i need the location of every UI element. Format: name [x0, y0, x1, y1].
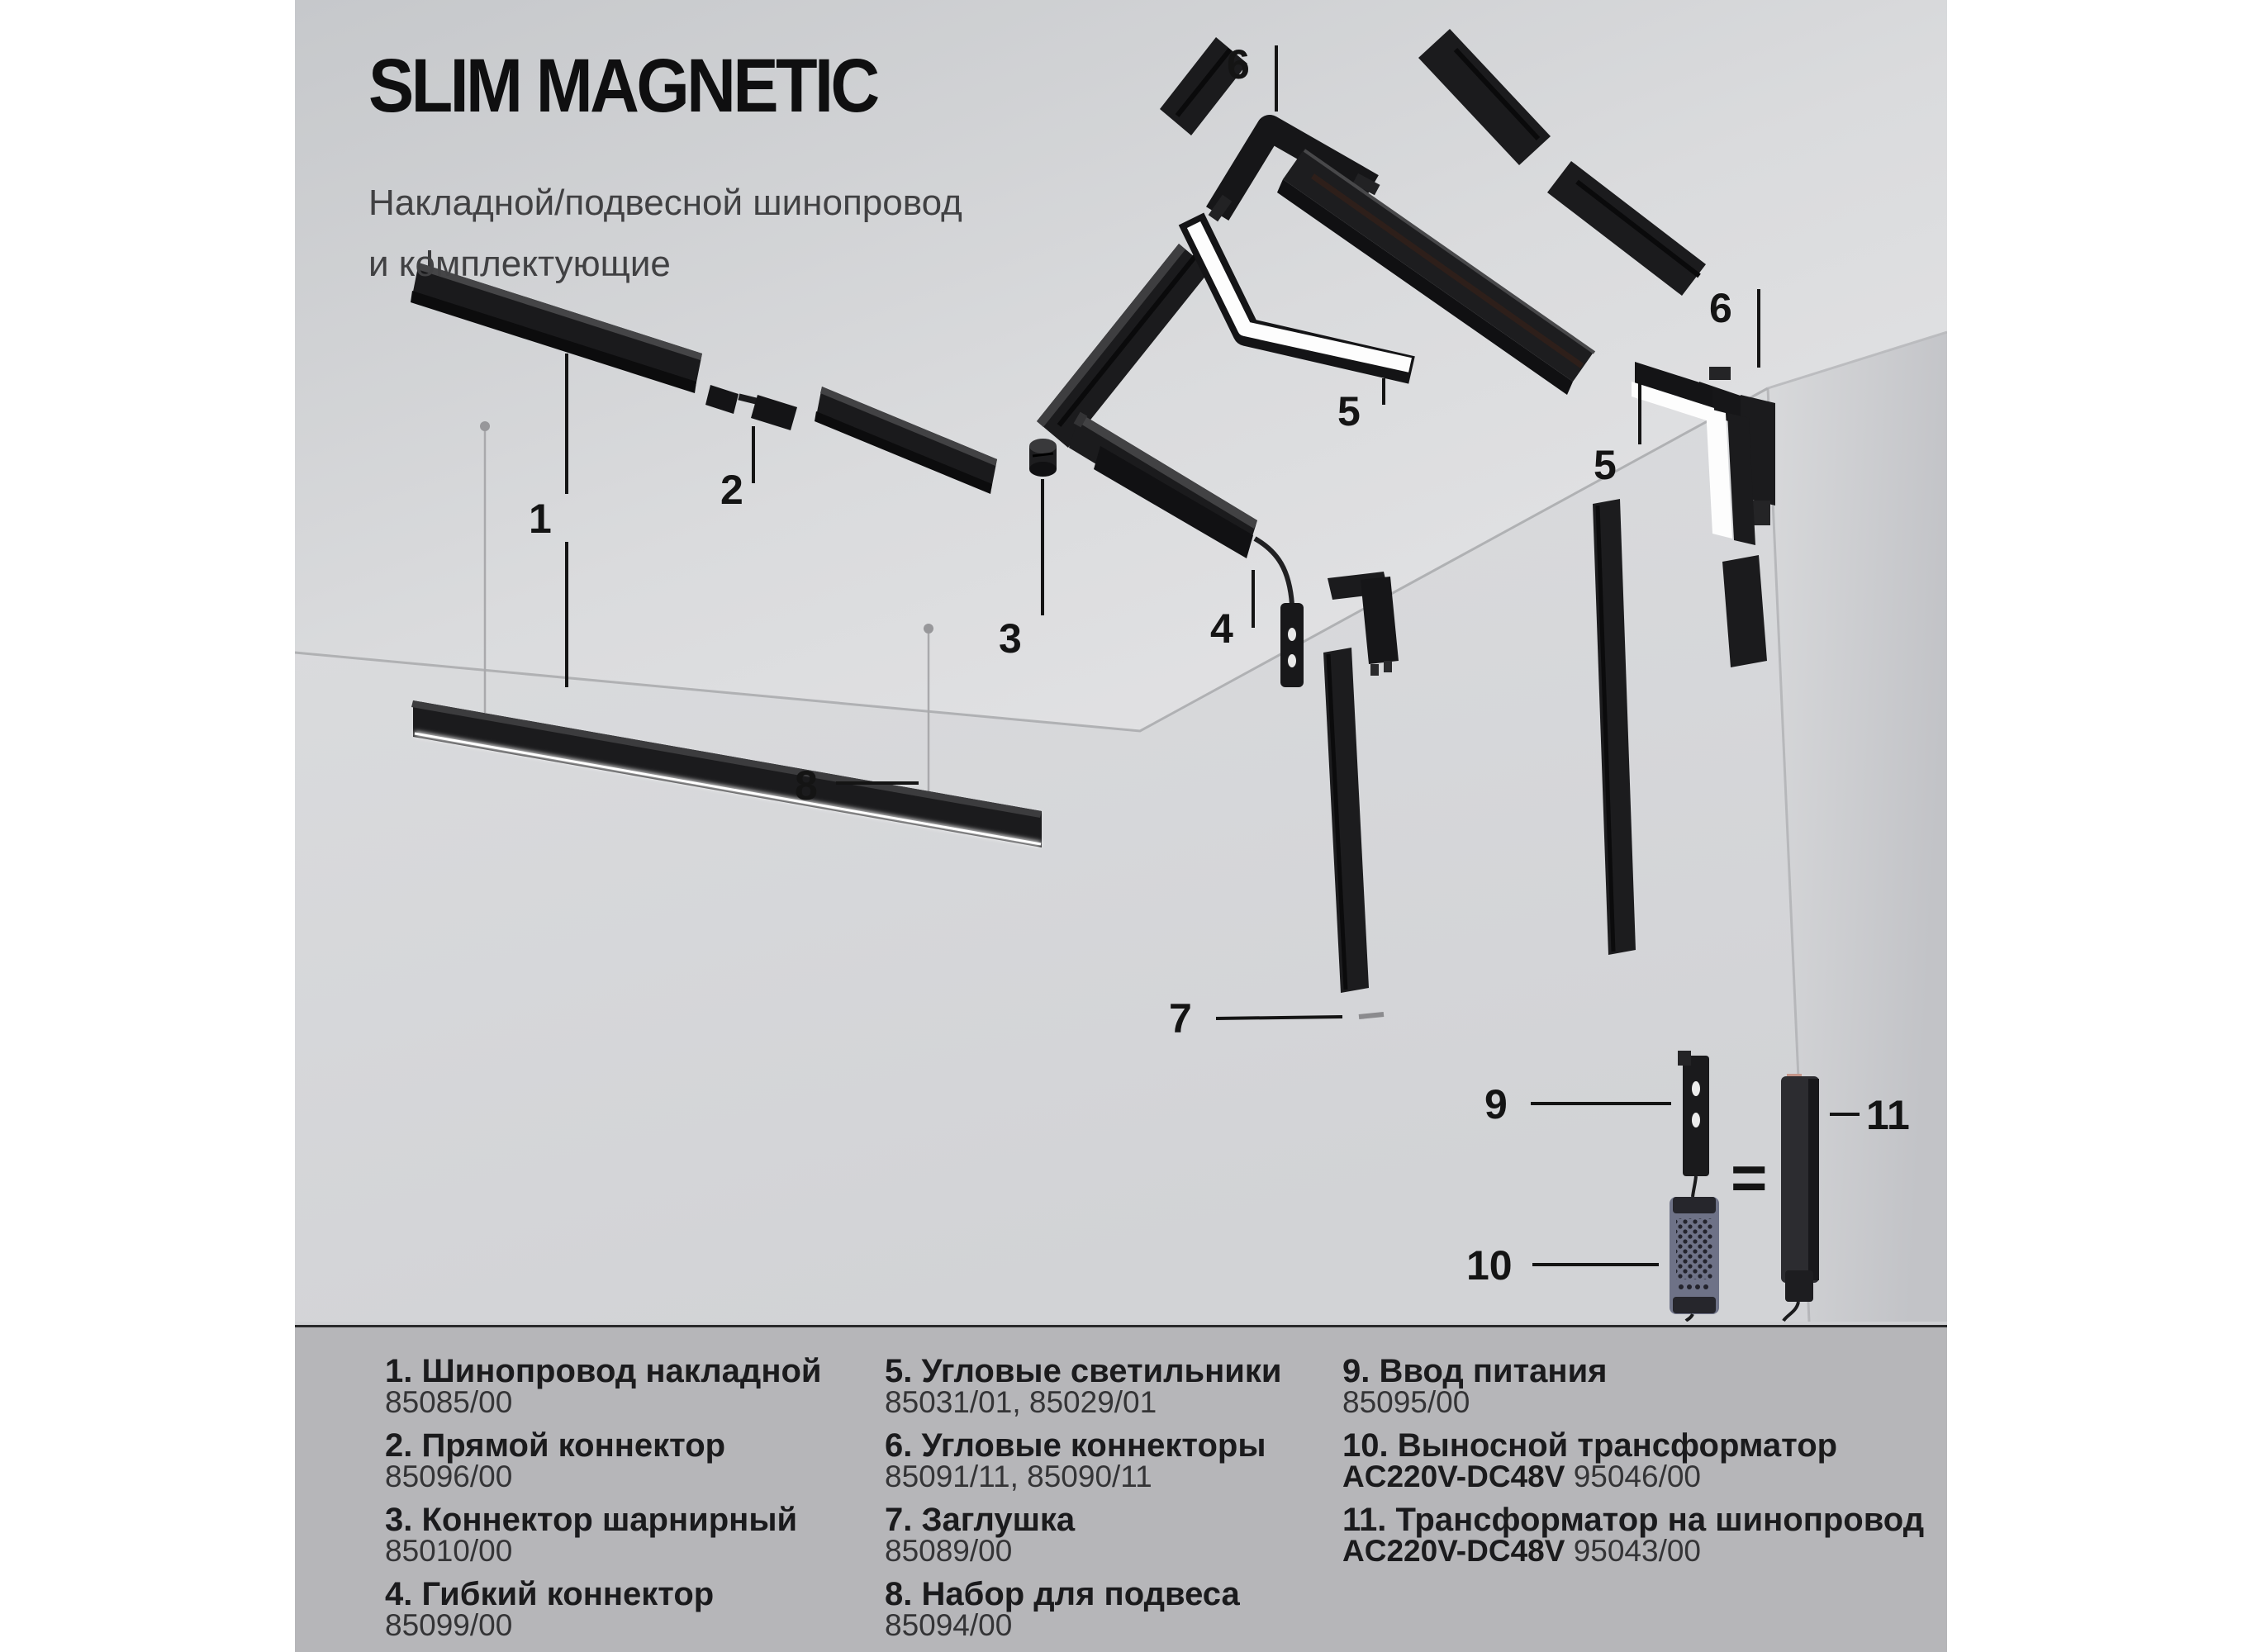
callout-1: 1 [529, 496, 552, 542]
legend-item-title: 11. Трансформатор на шинопровод [1342, 1502, 1925, 1538]
callout-2: 2 [720, 467, 743, 513]
page-subtitle [368, 173, 962, 295]
equals-sign: = [1731, 1143, 1768, 1213]
legend-item-code: 85096/00 [385, 1460, 513, 1493]
callout-6-right: 6 [1709, 285, 1732, 331]
legend-item-code: AC220V-DC48V 95046/00 [1342, 1460, 1702, 1493]
legend-item-code: 85095/00 [1342, 1385, 1470, 1419]
legend-item-code: AC220V-DC48V 95043/00 [1342, 1534, 1702, 1568]
catalog-sheet [295, 0, 1947, 1652]
legend-item-title: 4. Гибкий коннектор [385, 1576, 715, 1612]
legend-item-title: 6. Угловые коннекторы [885, 1427, 1266, 1464]
legend-item-code: 85010/00 [385, 1534, 513, 1568]
callout-line-7 [1216, 1017, 1342, 1018]
subtitle-line-2: и комплектующие [368, 244, 671, 284]
suspension-canopy [924, 624, 933, 634]
callout-11: 11 [1866, 1092, 1910, 1138]
legend-item-code: 85091/11, 85090/11 [885, 1460, 1152, 1493]
subtitle-line-1: Накладной/подвесной шинопровод [368, 183, 962, 223]
callout-8: 8 [795, 762, 818, 809]
legend [295, 1325, 1947, 1652]
legend-item-code: 85085/00 [385, 1385, 513, 1419]
page-title: SLIM MAGNETIC [368, 44, 877, 128]
end-cap [1359, 1014, 1384, 1017]
hinge-connector [1029, 439, 1057, 477]
legend-item-title: 10. Выносной трансформатор [1342, 1427, 1838, 1464]
legend-item-code: 85089/00 [885, 1534, 1013, 1568]
legend-item-title: 8. Набор для подвеса [885, 1576, 1240, 1612]
callout-5-right: 5 [1594, 442, 1617, 488]
legend-item-title: 9. Ввод питания [1342, 1353, 1608, 1389]
callout-6-left: 6 [1227, 41, 1250, 88]
header [368, 43, 962, 295]
callout-7: 7 [1169, 995, 1192, 1042]
legend-item-title: 3. Коннектор шарнирный [385, 1502, 798, 1538]
legend-item-code: 85031/01, 85029/01 [885, 1385, 1157, 1419]
legend-item-title: 1. Шинопровод накладной [385, 1353, 822, 1389]
callout-5-left: 5 [1337, 388, 1361, 434]
callout-10: 10 [1466, 1242, 1513, 1289]
legend-item-title: 5. Угловые светильники [885, 1353, 1282, 1389]
callout-3: 3 [999, 615, 1022, 662]
suspension-canopy [480, 421, 490, 431]
transformer-external [1670, 1197, 1719, 1321]
callout-4: 4 [1210, 605, 1233, 652]
legend-item-title: 2. Прямой коннектор [385, 1427, 726, 1464]
legend-item-code: 85099/00 [385, 1608, 513, 1642]
callout-9: 9 [1484, 1081, 1508, 1127]
legend-item-title: 7. Заглушка [885, 1502, 1076, 1538]
legend-item-code: 85094/00 [885, 1608, 1013, 1642]
